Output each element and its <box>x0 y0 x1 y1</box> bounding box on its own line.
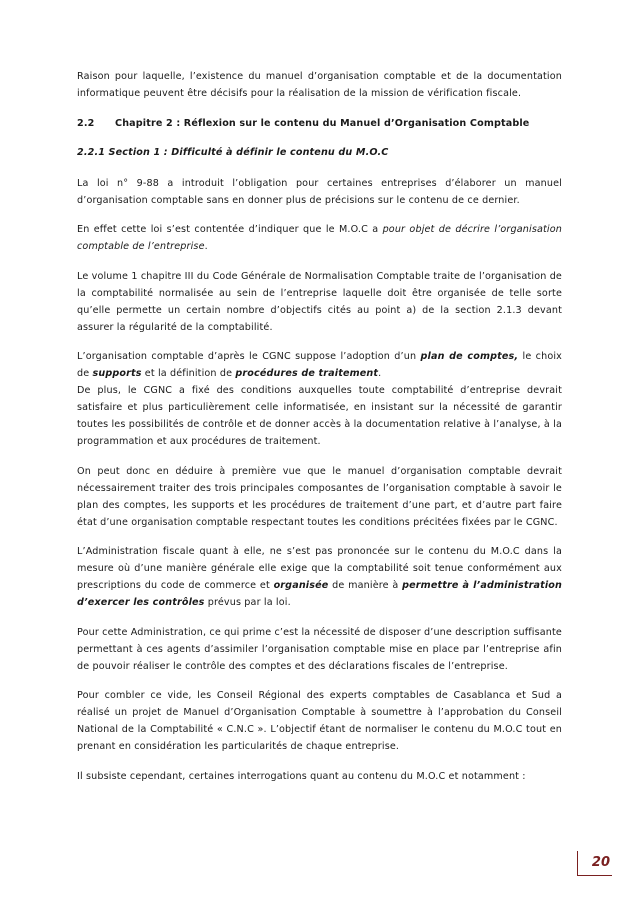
paragraph-en-effet <box>77 221 562 255</box>
emphasis-text: pour objet de décrire l’organisation comptable de l’entreprise <box>77 224 562 252</box>
paragraph-intro: Raison pour laquelle, l’existence du manuel d’organisation comptable et de la documentation informatique peuvent être décisifs pour la réalisation de la mission de vérification fiscale. <box>77 71 562 99</box>
text-run: le choix de <box>77 351 562 379</box>
chapter-heading <box>77 115 562 132</box>
text-run: L’organisation comptable d’après le CGNC suppose l’adoption d’un <box>77 351 421 362</box>
emphasis-text: permettre à l’administration d’exercer les contrôles <box>77 580 562 608</box>
section-heading: 2.2.1 Section 1 : Difficulté à définir le contenu du M.O.C <box>77 146 389 158</box>
emphasis-text: organisée <box>273 580 329 591</box>
chapter-title: Chapitre 2 : Réflexion sur le contenu du Manuel d’Organisation Comptable <box>115 117 530 129</box>
paragraph-combler: Pour combler ce vide, les Conseil Régional des experts comptables de Casablanca et Sud a réalisé un projet de Manuel d’Organisation Comptable à soumettre à l’approbation du Conseil National de la Comptabilité « C.N.C ». L’objectif étant de normaliser le contenu du M.O.C tout en prenant en considération les particularités de chaque entreprise. <box>77 690 562 752</box>
paragraph-subsiste: Il subsiste cependant, certaines interrogations quant au contenu du M.O.C et notamment : <box>77 770 526 782</box>
text-run: prévus par la loi. <box>204 597 291 608</box>
text-run: . <box>378 368 382 379</box>
emphasis-text: plan de comptes, <box>420 351 519 362</box>
page-number: 20 <box>577 851 612 876</box>
emphasis-text: procédures de traitement <box>235 368 379 379</box>
text-run: et la définition de <box>141 368 236 379</box>
text-run: L’Administration fiscale quant à elle, ne s’est pas prononcée sur le contenu du M.O.C dans la mesure où d’une manière générale elle exige que la comptabilité soit tenue conformément aux prescriptions du code de commerce et <box>77 546 562 591</box>
paragraph-deduire: On peut donc en déduire à première vue que le manuel d’organisation comptable devrait nécessairement traiter des trois principales composantes de l’organisation comptable à savoir le plan des comptes, les supports et les procédures de traitement d’une part, et d’autre part faire état d’une organisation comptable respectant toutes les conditions précitées fixées par le CGNC. <box>77 465 562 528</box>
emphasis-text: supports <box>92 368 142 379</box>
chapter-number: 2.2 <box>77 117 95 129</box>
paragraph-volume: Le volume 1 chapitre III du Code Générale de Normalisation Comptable traite de l’organisation de la comptabilité normalisée au sein de l’entreprise laquelle doit être organisée de telle sorte qu’elle permette un certain nombre d’objectifs cités au point a) de la section 2.1.3 devant assurer la régularité de la comptabilité. <box>77 270 562 333</box>
paragraph-loi: La loi n° 9-88 a introduit l’obligation pour certaines entreprises d’élaborer un manuel d’organisation comptable sans en donner plus de précisions sur le contenu de ce dernier. <box>77 177 562 206</box>
text-run: . <box>204 241 208 252</box>
document-body <box>77 68 562 797</box>
text-run: En effet cette loi s’est contentée d’indiquer que le M.O.C a <box>77 224 383 235</box>
paragraph-prime: Pour cette Administration, ce qui prime c’est la nécessité de disposer d’une description suffisante permettant à ces agents d’assimiler l’organisation comptable mise en place par l’entreprise afin de pouvoir réaliser le contrôle des comptes et des déclarations fiscales de l’entreprise. <box>77 626 562 672</box>
paragraph-administration <box>77 543 562 611</box>
paragraph-de-plus: De plus, le CGNC a fixé des conditions auxquelles toute comptabilité d’entreprise devrait satisfaire et plus particulièrement celle informatisée, en insistant sur la nécessité de garantir toutes les possibilités de contrôle et de donner accès à la documentation relative à l’analyse, à la programmation et aux procédures de traitement. <box>77 385 562 447</box>
text-run: de manière à <box>328 580 403 591</box>
paragraph-cgnc <box>77 348 562 382</box>
